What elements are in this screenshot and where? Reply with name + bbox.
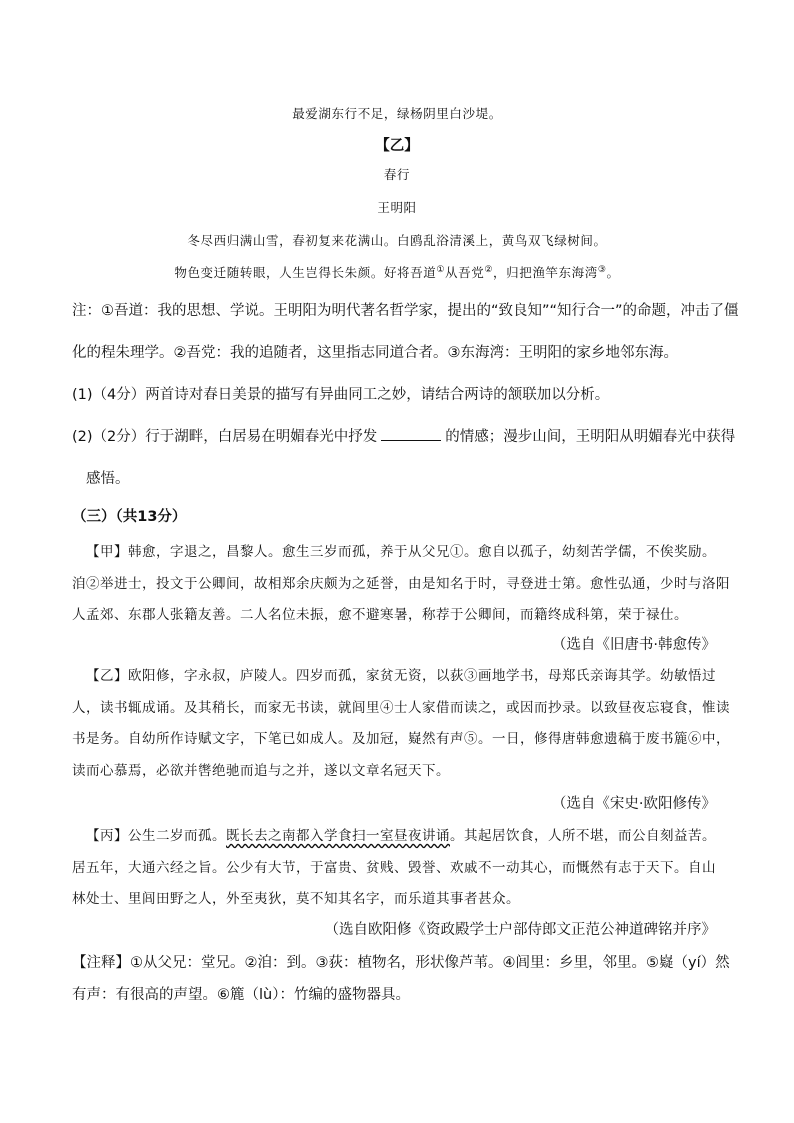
wavy-underlined-sentence: 既长去之南都入学食扫一室昼夜讲诵 <box>226 828 450 844</box>
passage-yi-line4: 读而心慕焉，必欲并辔绝驰而追与之并，遂以文章名冠天下。 <box>72 763 450 779</box>
annotation-line1: 【注释】①从父兄：堂兄。②洎：到。③荻：植物名，形状像芦苇。④闾里：乡里，邻里。⑤嶷（yí）然 <box>72 955 730 971</box>
poem-yi-title: 春行 <box>383 167 411 182</box>
passage-yi-source: （选自《宋史·欧阳修传》 <box>551 796 716 812</box>
poem-yi-label: 【乙】 <box>375 137 419 154</box>
passage-jia-line2: 洎②举进士，投文于公卿间，故相郑余庆颇为之延誉，由是知名于时，寻登进士第。愈性弘通，少时与洛阳 <box>72 576 730 592</box>
question-2-cont: 感悟。 <box>86 471 130 487</box>
section-3-heading: （三）（共13分） <box>72 509 187 525</box>
passage-bing-source: （选自欧阳修《资政殿学士户部侍郎文正范公神道碑铭并序》 <box>324 922 716 938</box>
notes-line1: 注：①吾道：我的思想、学说。王明阳为明代著名哲学家，提出的“致良知”“知行合一”的命题，冲击了僵 <box>72 303 739 319</box>
poem-yi-author: 王明阳 <box>377 200 417 215</box>
passage-bing-line1: 【丙】公生二岁而孤。既长去之南都入学食扫一室昼夜讲诵。其起居饮食，人所不堪，而公自刻益苦。 <box>86 828 716 844</box>
answer-blank[interactable] <box>381 428 441 441</box>
passage-yi-line3: 书是务。自幼所作诗赋文字，下笔已如成人。及加冠，嶷然有声⑤。一日，修得唐韩愈遗稿于废书簏⑥中， <box>72 731 730 747</box>
annotation-line2: 有声：有很高的声望。⑥簏（lù）：竹编的盛物器具。 <box>72 987 410 1003</box>
poem-yi-line2: 物色变迁随转眼，人生岂得长朱颜。好将吾道①从吾党②，归把渔竿东海湾③。 <box>174 264 620 280</box>
poem-yi-line1: 冬尽西归满山雪，春初复来花满山。白鸥乱浴清溪上，黄鸟双飞绿树间。 <box>187 233 607 248</box>
passage-bing-line2: 居五年，大通六经之旨。公少有大节，于富贵、贫贱、毁誉、欢戚不一动其心，而慨然有志于天下。自山 <box>72 860 716 876</box>
notes-line2: 化的程朱理学。②吾党：我的追随者，这里指志同道合者。③东海湾：王明阳的家乡地邻东海。 <box>72 345 678 361</box>
passage-jia-line3: 人孟郊、东郡人张籍友善。二人名位未振，愈不避寒暑，称荐于公卿间，而籍终成科第，荣于禄仕。 <box>72 607 688 623</box>
question-1: (1)（4分）两首诗对春日美景的描写有异曲同工之妙，请结合两诗的颔联加以分析。 <box>72 387 610 403</box>
passage-jia-source: （选自《旧唐书·韩愈传》 <box>551 637 716 653</box>
passage-jia-line1: 【甲】韩愈，字退之，昌黎人。愈生三岁而孤，养于从父兄①。愈自以孤子，幼刻苦学儒，不俟奖励。 <box>86 544 716 560</box>
passage-yi-line1: 【乙】欧阳修，字永叔，庐陵人。四岁而孤，家贫无资，以荻③画地学书，母郑氏亲诲其学。幼敏悟过 <box>86 668 716 684</box>
passage-bing-line3: 林处士、里闾田野之人，外至夷狄，莫不知其名字，而乐道其事者甚众。 <box>72 891 520 907</box>
question-2: (2)（2分）行于湖畔，白居易在明媚春光中抒发 的情感；漫步山间，王明阳从明媚春光中获得 <box>72 429 736 445</box>
poem-jia-last-line: 最爱湖东行不足，绿杨阴里白沙堤。 <box>292 106 502 121</box>
passage-yi-line2: 人，读书辄成诵。及其稍长，而家无书读，就闾里④士人家借而读之，或因而抄录。以致昼夜忘寝食，惟读 <box>72 700 730 716</box>
